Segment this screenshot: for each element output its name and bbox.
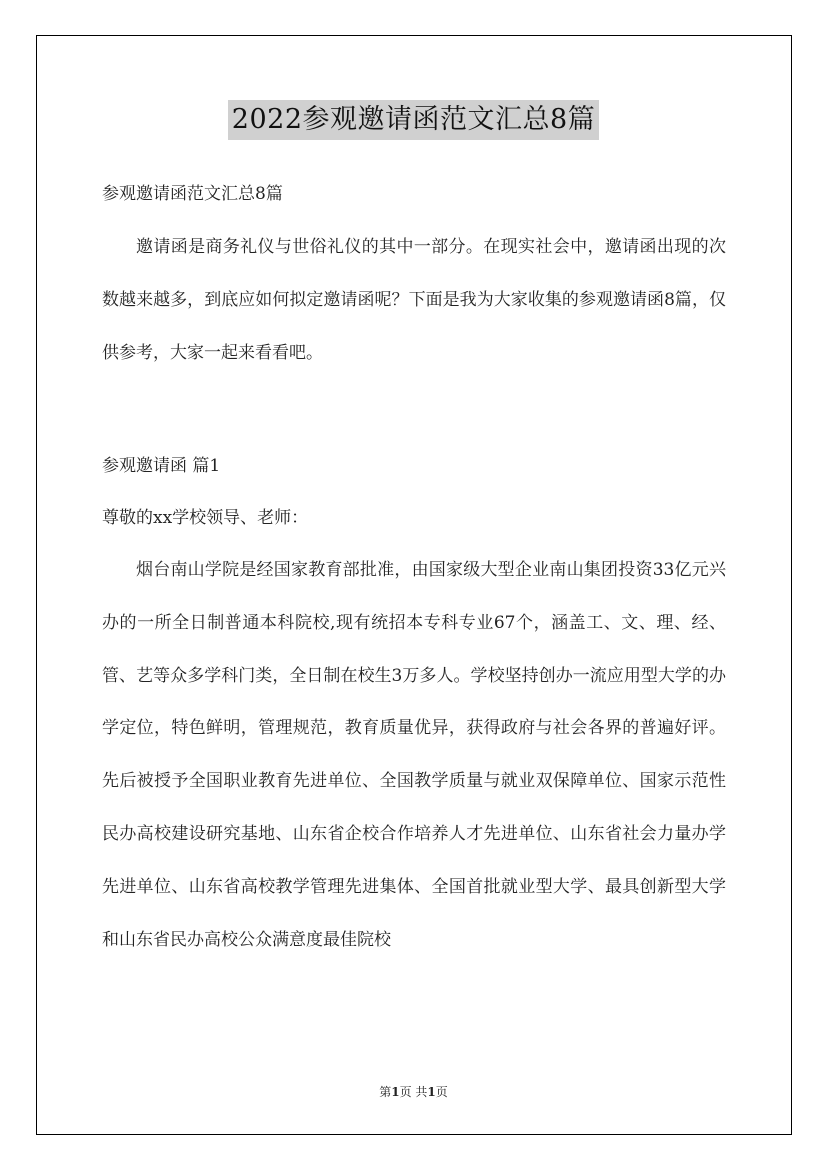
title-wrap xyxy=(0,100,827,140)
section-title: 参观邀请函 篇1 xyxy=(102,456,221,476)
intro-paragraph: 邀请函是商务礼仪与世俗礼仪的其中一部分。在现实社会中，邀请函出现的次数越来越多，到底应如何拟定邀请函呢？下面是我为大家收集的参观邀请函8篇，仅供参考，大家一起来看看吧。 xyxy=(102,237,726,363)
footer-page-suffix: 页 xyxy=(435,1085,448,1099)
body-paragraph: 烟台南山学院是经国家教育部批准，由国家级大型企业南山集团投资33亿元兴办的一所全日制普通本科院校,现有统招本专科专业67个，涵盖工、文、理、经、管、艺等众多学科门类，全日制在校生3万多人。学校坚持创办一流应用型大学的办学定位，特色鲜明，管理规范，教育质量优异，获得政府与社会各界的普遍好评。先后被授予全国职业教育先进单位、全国教学质量与就业双保障单位、国家示范性民办高校建设研究基地、山东省企校合作培养人才先进单位、山东省社会力量办学先进单位、山东省高校教学管理先进集体、全国首批就业型大学、最具创新型大学和山东省民办高校公众满意度最佳院校 xyxy=(102,560,726,950)
footer-page-number: 1 xyxy=(391,1085,400,1099)
document-title: 2022参观邀请函范文汇总8篇 xyxy=(228,100,599,140)
footer-page-total: 1 xyxy=(427,1085,436,1099)
footer-page-prefix: 第 xyxy=(379,1085,392,1099)
document-subtitle: 参观邀请函范文汇总8篇 xyxy=(102,184,283,204)
salutation: 尊敬的xx学校领导、老师： xyxy=(102,508,309,528)
page-footer xyxy=(0,1083,827,1100)
footer-page-mid: 页 共 xyxy=(399,1085,428,1099)
